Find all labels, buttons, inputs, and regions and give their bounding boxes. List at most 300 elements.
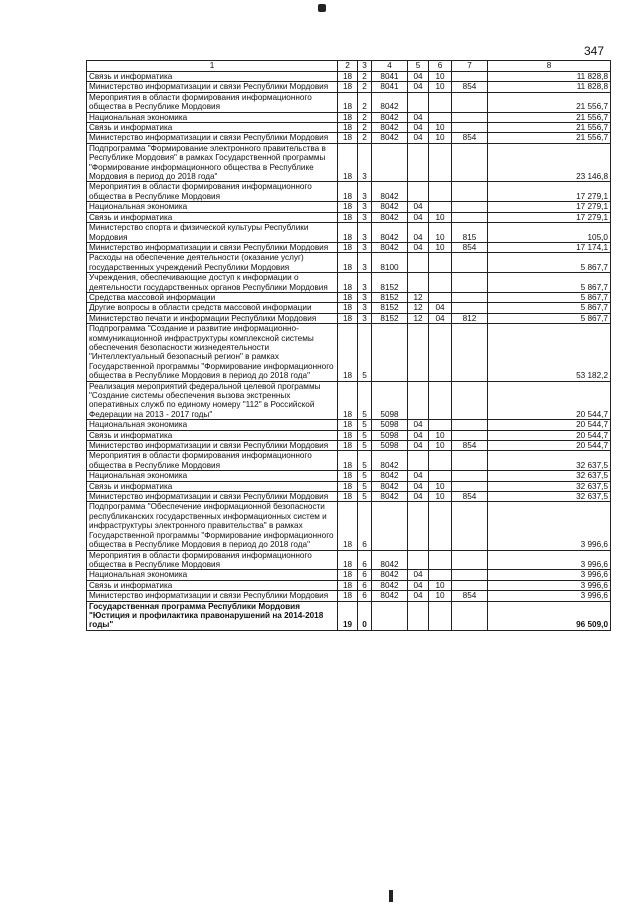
cell-col-6: 04 (429, 303, 452, 313)
cell-col-7: 854 (452, 591, 488, 601)
cell-col-6 (429, 570, 452, 580)
scan-mark-bottom (389, 890, 393, 902)
cell-col-4: 8152 (372, 273, 408, 293)
table-row (87, 420, 611, 430)
cell-col-3: 5 (358, 430, 372, 440)
cell-col-5 (408, 601, 429, 630)
cell-col-4: 8042 (372, 202, 408, 212)
table-row (87, 601, 611, 630)
cell-col-4: 8042 (372, 492, 408, 502)
table-row (87, 430, 611, 440)
row-name-cell: Связь и информатика (87, 430, 338, 440)
cell-col-6: 10 (429, 481, 452, 491)
amount-cell: 20 544,7 (488, 420, 611, 430)
cell-col-4 (372, 324, 408, 381)
cell-col-5: 04 (408, 580, 429, 590)
cell-col-6 (429, 601, 452, 630)
cell-col-4: 8042 (372, 223, 408, 243)
cell-col-7 (452, 123, 488, 133)
cell-col-3: 5 (358, 492, 372, 502)
cell-col-7 (452, 273, 488, 293)
cell-col-2: 18 (338, 143, 358, 182)
cell-col-2: 18 (338, 112, 358, 122)
cell-col-2: 18 (338, 550, 358, 570)
cell-col-3: 2 (358, 82, 372, 92)
cell-col-7 (452, 112, 488, 122)
row-name-cell: Министерство спорта и физической культуры Республики Мордовия (87, 223, 338, 243)
table-row (87, 123, 611, 133)
cell-col-3: 3 (358, 212, 372, 222)
cell-col-2: 18 (338, 182, 358, 202)
cell-col-5: 04 (408, 123, 429, 133)
cell-col-4 (372, 502, 408, 550)
table-row (87, 242, 611, 252)
cell-col-5 (408, 550, 429, 570)
cell-col-7 (452, 430, 488, 440)
row-name-cell: Министерство информатизации и связи Республики Мордовия (87, 82, 338, 92)
row-name-cell: Министерство информатизации и связи Республики Мордовия (87, 441, 338, 451)
cell-col-3: 5 (358, 451, 372, 471)
cell-col-6: 10 (429, 82, 452, 92)
cell-col-7 (452, 92, 488, 112)
row-name-cell: Государственная программа Республики Мордовия "Юстиция и профилактика правонарушений на 2014-2018 годы" (87, 601, 338, 630)
row-name-cell: Министерство информатизации и связи Республики Мордовия (87, 242, 338, 252)
cell-col-2: 18 (338, 133, 358, 143)
table-row (87, 580, 611, 590)
row-name-cell: Связь и информатика (87, 123, 338, 133)
amount-cell: 5 867,7 (488, 303, 611, 313)
row-name-cell: Подпрограмма "Создание и развитие информационно-коммуникационной инфраструктуры комплексной системы обеспечения безопасности жизнедеятельности "Интеллектуальный безопасный регион" в рамках Государственной программы "Формирование информационного общества в Республике Мордовия в период до 2018 года" (87, 324, 338, 381)
amount-cell: 32 637,5 (488, 492, 611, 502)
cell-col-5: 04 (408, 591, 429, 601)
cell-col-6 (429, 471, 452, 481)
column-header: 8 (488, 61, 611, 72)
table-row (87, 202, 611, 212)
cell-col-7 (452, 550, 488, 570)
amount-cell: 17 279,1 (488, 202, 611, 212)
cell-col-3: 3 (358, 292, 372, 302)
cell-col-2: 18 (338, 82, 358, 92)
amount-cell: 23 146,8 (488, 143, 611, 182)
amount-cell: 3 996,6 (488, 550, 611, 570)
cell-col-6: 04 (429, 313, 452, 323)
cell-col-5 (408, 253, 429, 273)
row-name-cell: Министерство информатизации и связи Республики Мордовия (87, 492, 338, 502)
amount-cell: 96 509,0 (488, 601, 611, 630)
cell-col-3: 5 (358, 324, 372, 381)
cell-col-6: 10 (429, 212, 452, 222)
amount-cell: 3 996,6 (488, 570, 611, 580)
cell-col-2: 18 (338, 481, 358, 491)
row-name-cell: Связь и информатика (87, 580, 338, 590)
amount-cell: 32 637,5 (488, 481, 611, 491)
cell-col-5: 04 (408, 430, 429, 440)
cell-col-3: 3 (358, 273, 372, 293)
table-header-row (87, 61, 611, 72)
table-row (87, 492, 611, 502)
cell-col-2: 18 (338, 492, 358, 502)
cell-col-6 (429, 273, 452, 293)
amount-cell: 21 556,7 (488, 133, 611, 143)
cell-col-5: 04 (408, 471, 429, 481)
cell-col-6 (429, 253, 452, 273)
cell-col-6 (429, 112, 452, 122)
table-row (87, 82, 611, 92)
cell-col-5: 04 (408, 82, 429, 92)
table-row (87, 273, 611, 293)
cell-col-2: 18 (338, 313, 358, 323)
column-header: 6 (429, 61, 452, 72)
cell-col-3: 6 (358, 591, 372, 601)
scan-mark-top (318, 4, 326, 12)
cell-col-4 (372, 143, 408, 182)
amount-cell: 21 556,7 (488, 92, 611, 112)
cell-col-3: 2 (358, 123, 372, 133)
cell-col-3: 6 (358, 550, 372, 570)
row-name-cell: Связь и информатика (87, 481, 338, 491)
amount-cell: 21 556,7 (488, 112, 611, 122)
cell-col-3: 0 (358, 601, 372, 630)
cell-col-7 (452, 143, 488, 182)
amount-cell: 20 544,7 (488, 381, 611, 420)
amount-cell: 3 996,6 (488, 591, 611, 601)
table-row (87, 451, 611, 471)
row-name-cell: Национальная экономика (87, 112, 338, 122)
column-header: 1 (87, 61, 338, 72)
cell-col-2: 18 (338, 324, 358, 381)
cell-col-4: 8042 (372, 123, 408, 133)
amount-cell: 5 867,7 (488, 253, 611, 273)
table-row (87, 182, 611, 202)
cell-col-7 (452, 202, 488, 212)
cell-col-5: 04 (408, 481, 429, 491)
cell-col-5 (408, 273, 429, 293)
cell-col-4: 8042 (372, 570, 408, 580)
row-name-cell: Другие вопросы в области средств массовой информации (87, 303, 338, 313)
amount-cell: 53 182,2 (488, 324, 611, 381)
cell-col-2: 18 (338, 92, 358, 112)
cell-col-4: 8042 (372, 212, 408, 222)
row-name-cell: Национальная экономика (87, 420, 338, 430)
table-row (87, 591, 611, 601)
cell-col-2: 18 (338, 570, 358, 580)
cell-col-5 (408, 381, 429, 420)
cell-col-4: 8041 (372, 82, 408, 92)
cell-col-5: 04 (408, 212, 429, 222)
cell-col-2: 18 (338, 212, 358, 222)
cell-col-6 (429, 182, 452, 202)
cell-col-6 (429, 292, 452, 302)
cell-col-4: 8042 (372, 591, 408, 601)
cell-col-2: 18 (338, 591, 358, 601)
cell-col-4: 5098 (372, 420, 408, 430)
table-row (87, 212, 611, 222)
table-body (87, 72, 611, 631)
row-name-cell: Национальная экономика (87, 570, 338, 580)
cell-col-5 (408, 143, 429, 182)
row-name-cell: Национальная экономика (87, 202, 338, 212)
amount-cell: 17 174,1 (488, 242, 611, 252)
cell-col-2: 18 (338, 223, 358, 243)
cell-col-2: 18 (338, 292, 358, 302)
cell-col-7 (452, 324, 488, 381)
cell-col-2: 18 (338, 420, 358, 430)
cell-col-5: 04 (408, 223, 429, 243)
row-name-cell: Мероприятия в области формирования информационного общества в Республике Мордовия (87, 92, 338, 112)
row-name-cell: Министерство информатизации и связи Республики Мордовия (87, 133, 338, 143)
cell-col-7: 854 (452, 133, 488, 143)
cell-col-5: 04 (408, 242, 429, 252)
cell-col-6 (429, 420, 452, 430)
cell-col-7: 815 (452, 223, 488, 243)
cell-col-7 (452, 253, 488, 273)
cell-col-3: 3 (358, 242, 372, 252)
cell-col-6 (429, 143, 452, 182)
cell-col-2: 18 (338, 242, 358, 252)
cell-col-3: 2 (358, 72, 372, 82)
cell-col-3: 3 (358, 202, 372, 212)
cell-col-3: 2 (358, 133, 372, 143)
cell-col-2: 18 (338, 502, 358, 550)
row-name-cell: Расходы на обеспечение деятельности (оказание услуг) государственных учреждений Республики Мордовия (87, 253, 338, 273)
cell-col-5: 12 (408, 303, 429, 313)
column-header: 5 (408, 61, 429, 72)
cell-col-2: 18 (338, 123, 358, 133)
amount-cell: 11 828,8 (488, 72, 611, 82)
row-name-cell: Мероприятия в области формирования информационного общества в Республике Мордовия (87, 451, 338, 471)
amount-cell: 5 867,7 (488, 313, 611, 323)
cell-col-4: 8042 (372, 451, 408, 471)
cell-col-6: 10 (429, 72, 452, 82)
cell-col-5 (408, 324, 429, 381)
cell-col-4: 8152 (372, 303, 408, 313)
cell-col-4: 8042 (372, 471, 408, 481)
cell-col-6: 10 (429, 430, 452, 440)
cell-col-7: 854 (452, 82, 488, 92)
cell-col-2: 18 (338, 430, 358, 440)
row-name-cell: Министерство печати и информации Республики Мордовия (87, 313, 338, 323)
cell-col-4: 8152 (372, 292, 408, 302)
amount-cell: 5 867,7 (488, 273, 611, 293)
cell-col-3: 3 (358, 303, 372, 313)
cell-col-5: 04 (408, 202, 429, 212)
cell-col-6 (429, 202, 452, 212)
cell-col-2: 18 (338, 471, 358, 481)
cell-col-4: 8042 (372, 550, 408, 570)
cell-col-7: 812 (452, 313, 488, 323)
cell-col-2: 18 (338, 381, 358, 420)
cell-col-5: 04 (408, 133, 429, 143)
table-row (87, 133, 611, 143)
cell-col-7 (452, 72, 488, 82)
amount-cell: 5 867,7 (488, 292, 611, 302)
cell-col-6: 10 (429, 580, 452, 590)
amount-cell: 11 828,8 (488, 82, 611, 92)
cell-col-4: 8042 (372, 92, 408, 112)
column-header: 3 (358, 61, 372, 72)
row-name-cell: Подпрограмма "Формирование электронного правительства в Республике Мордовия" в рамках Государственной программы "Формирование информационного общества в Республике Мордовия в период до 2018 года" (87, 143, 338, 182)
amount-cell: 20 544,7 (488, 441, 611, 451)
table-row (87, 570, 611, 580)
cell-col-5 (408, 182, 429, 202)
cell-col-6 (429, 381, 452, 420)
cell-col-5: 04 (408, 441, 429, 451)
row-name-cell: Связь и информатика (87, 72, 338, 82)
cell-col-4: 5098 (372, 381, 408, 420)
cell-col-3: 2 (358, 112, 372, 122)
table-row (87, 502, 611, 550)
table-row (87, 292, 611, 302)
column-header: 7 (452, 61, 488, 72)
table-row (87, 550, 611, 570)
cell-col-7 (452, 451, 488, 471)
cell-col-2: 18 (338, 451, 358, 471)
cell-col-2: 18 (338, 303, 358, 313)
column-header: 2 (338, 61, 358, 72)
cell-col-7 (452, 580, 488, 590)
cell-col-5: 04 (408, 492, 429, 502)
amount-cell: 32 637,5 (488, 451, 611, 471)
table-row (87, 253, 611, 273)
cell-col-3: 6 (358, 502, 372, 550)
cell-col-6 (429, 550, 452, 570)
cell-col-3: 6 (358, 580, 372, 590)
cell-col-4: 8041 (372, 72, 408, 82)
row-name-cell: Реализация мероприятий федеральной целевой программы "Создание системы обеспечения вызова экстренных оперативных служб по единому номеру "112" в Российской Федерации на 2013 - 2017 годы" (87, 381, 338, 420)
cell-col-7 (452, 601, 488, 630)
budget-table (86, 60, 611, 631)
cell-col-5 (408, 502, 429, 550)
cell-col-7: 854 (452, 242, 488, 252)
cell-col-3: 5 (358, 471, 372, 481)
cell-col-5: 04 (408, 72, 429, 82)
cell-col-7: 854 (452, 441, 488, 451)
cell-col-7 (452, 292, 488, 302)
cell-col-5: 04 (408, 420, 429, 430)
amount-cell: 17 279,1 (488, 182, 611, 202)
cell-col-7 (452, 303, 488, 313)
cell-col-2: 18 (338, 273, 358, 293)
row-name-cell: Средства массовой информации (87, 292, 338, 302)
cell-col-6: 10 (429, 492, 452, 502)
table-row (87, 471, 611, 481)
cell-col-7 (452, 471, 488, 481)
cell-col-3: 5 (358, 481, 372, 491)
cell-col-6: 10 (429, 123, 452, 133)
cell-col-6 (429, 502, 452, 550)
row-name-cell: Связь и информатика (87, 212, 338, 222)
cell-col-5 (408, 451, 429, 471)
amount-cell: 32 637,5 (488, 471, 611, 481)
cell-col-5 (408, 92, 429, 112)
cell-col-4: 5098 (372, 430, 408, 440)
cell-col-3: 3 (358, 223, 372, 243)
cell-col-6 (429, 451, 452, 471)
amount-cell: 3 996,6 (488, 580, 611, 590)
table-row (87, 223, 611, 243)
cell-col-4 (372, 601, 408, 630)
cell-col-7 (452, 182, 488, 202)
table-row (87, 92, 611, 112)
table-row (87, 441, 611, 451)
row-name-cell: Учреждения, обеспечивающие доступ к информации о деятельности государственных органов Республики Мордовия (87, 273, 338, 293)
cell-col-4: 8042 (372, 580, 408, 590)
cell-col-7 (452, 212, 488, 222)
cell-col-3: 3 (358, 182, 372, 202)
cell-col-3: 2 (358, 92, 372, 112)
amount-cell: 17 279,1 (488, 212, 611, 222)
column-header: 4 (372, 61, 408, 72)
table-row (87, 72, 611, 82)
cell-col-2: 18 (338, 72, 358, 82)
table-row (87, 481, 611, 491)
cell-col-4: 8042 (372, 133, 408, 143)
cell-col-2: 18 (338, 253, 358, 273)
row-name-cell: Подпрограмма "Обеспечение информационной безопасности республиканских государственных информационных систем и инфраструктуры электронного правительства" в рамках Государственной программы "Формирование информационного общества в Республике Мордовия в период до 2018 года" (87, 502, 338, 550)
cell-col-2: 18 (338, 441, 358, 451)
row-name-cell: Национальная экономика (87, 471, 338, 481)
cell-col-3: 3 (358, 313, 372, 323)
cell-col-5: 04 (408, 112, 429, 122)
cell-col-4: 8042 (372, 481, 408, 491)
table-row (87, 112, 611, 122)
cell-col-3: 3 (358, 253, 372, 273)
amount-cell: 20 544,7 (488, 430, 611, 440)
cell-col-3: 5 (358, 441, 372, 451)
cell-col-4: 8042 (372, 112, 408, 122)
cell-col-4: 8152 (372, 313, 408, 323)
table-row (87, 381, 611, 420)
cell-col-5: 12 (408, 313, 429, 323)
cell-col-7: 854 (452, 492, 488, 502)
cell-col-6: 10 (429, 591, 452, 601)
cell-col-6: 10 (429, 223, 452, 243)
cell-col-6: 10 (429, 242, 452, 252)
cell-col-6 (429, 92, 452, 112)
cell-col-2: 18 (338, 580, 358, 590)
cell-col-6 (429, 324, 452, 381)
cell-col-3: 5 (358, 381, 372, 420)
cell-col-7 (452, 481, 488, 491)
cell-col-6: 10 (429, 133, 452, 143)
table-row (87, 143, 611, 182)
cell-col-6: 10 (429, 441, 452, 451)
cell-col-4: 5098 (372, 441, 408, 451)
cell-col-7 (452, 570, 488, 580)
cell-col-4: 8042 (372, 242, 408, 252)
cell-col-7 (452, 381, 488, 420)
page-number: 347 (584, 44, 605, 58)
cell-col-4: 8042 (372, 182, 408, 202)
amount-cell: 21 556,7 (488, 123, 611, 133)
table-row (87, 313, 611, 323)
cell-col-3: 5 (358, 420, 372, 430)
amount-cell: 105,0 (488, 223, 611, 243)
cell-col-3: 3 (358, 143, 372, 182)
cell-col-3: 6 (358, 570, 372, 580)
cell-col-7 (452, 502, 488, 550)
cell-col-7 (452, 420, 488, 430)
row-name-cell: Мероприятия в области формирования информационного общества в Республике Мордовия (87, 550, 338, 570)
cell-col-2: 19 (338, 601, 358, 630)
row-name-cell: Мероприятия в области формирования информационного общества в Республике Мордовия (87, 182, 338, 202)
amount-cell: 3 996,6 (488, 502, 611, 550)
table-row (87, 303, 611, 313)
cell-col-5: 12 (408, 292, 429, 302)
table-row (87, 324, 611, 381)
cell-col-5: 04 (408, 570, 429, 580)
row-name-cell: Министерство информатизации и связи Республики Мордовия (87, 591, 338, 601)
